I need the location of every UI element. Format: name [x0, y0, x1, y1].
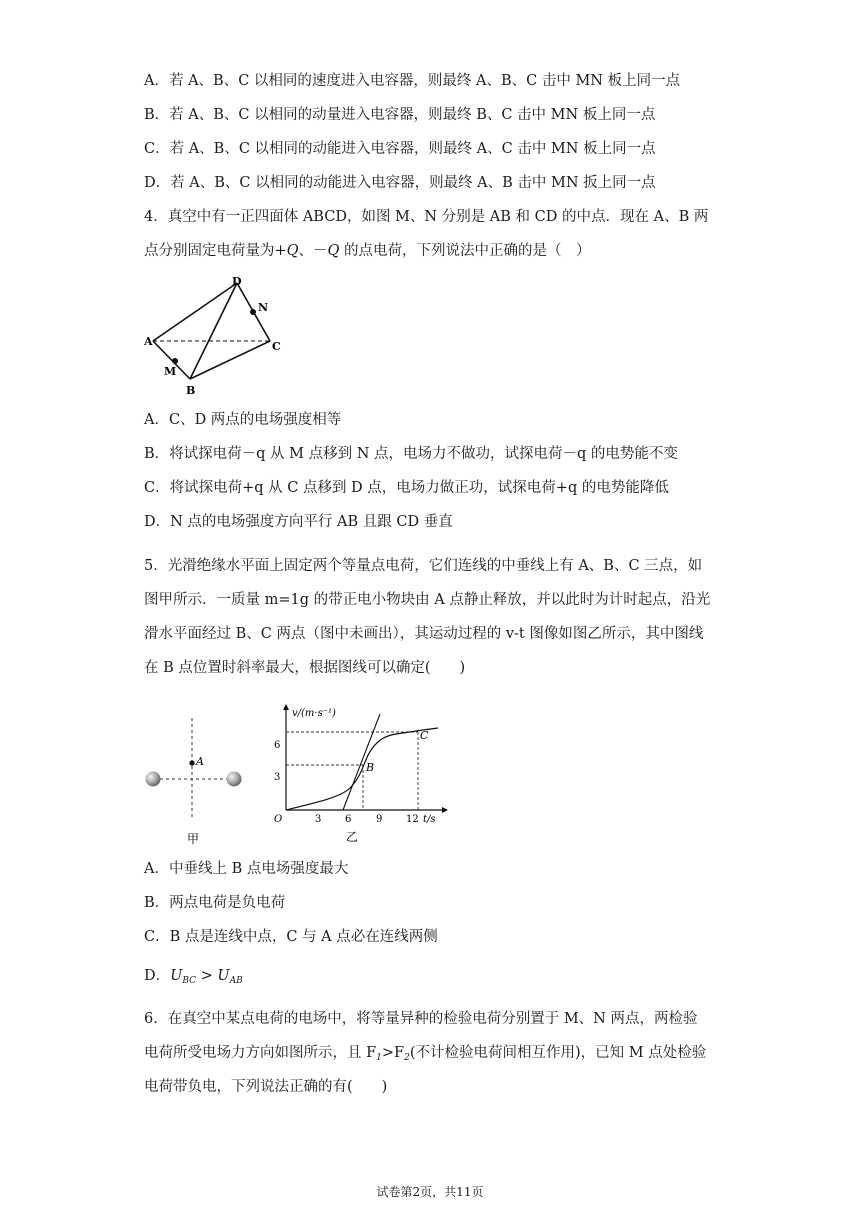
figure-yi-vt-graph	[270, 700, 450, 848]
label-a: A	[196, 755, 204, 768]
edge-ad	[153, 283, 237, 341]
label-b: B	[186, 384, 196, 397]
label-m: M	[164, 365, 177, 378]
page-footer: 试卷第2页，共11页	[376, 1185, 484, 1199]
x-tick-3: 3	[315, 814, 322, 825]
q6-stem-line1: 6．在真空中某点电荷的电场中，将等量异种的检验电荷分别置于 M、N 两点，两检验	[144, 1011, 698, 1027]
x-tick-6: 6	[345, 814, 352, 825]
q5-stem-line3: 滑水平面经过 B、C 两点（图中未画出），其运动过程的 v-t 图像如图乙所示，其中图线	[144, 626, 704, 642]
q5-option-d: D．$U_{BC} > U_{AB}$	[144, 968, 243, 986]
q5-stem-line4: 在 B 点位置时斜率最大，根据图线可以确定( )	[144, 660, 466, 676]
q3-option-b: B．若 A、B、C 以相同的动量进入电容器，则最终 B、C 击中 MN 板上同一点	[144, 107, 656, 123]
label-d: D	[232, 275, 242, 288]
q5-stem-line2: 图甲所示．一质量 m=1g 的带正电小物块由 A 点静止释放，并以此时为计时起点，沿光	[144, 592, 711, 608]
edge-bd	[190, 283, 237, 379]
left-charge-ball	[146, 772, 161, 787]
label-a: A	[144, 335, 153, 348]
tetrahedron-figure	[144, 275, 284, 399]
figure-jia	[144, 718, 254, 848]
x-axis-arrow	[442, 807, 448, 813]
point-m	[172, 358, 178, 364]
q6-stem-line2: 电荷所受电场力方向如图所示，且 $F_1>F_2$(不计检验电荷间相互作用)，已知 M 点处检验	[144, 1045, 707, 1063]
q5-option-c: C．B 点是连线中点，C 与 A 点必在连线两侧	[144, 929, 438, 945]
caption-jia: 甲	[187, 832, 200, 846]
q5-option-b: B．两点电荷是负电荷	[144, 895, 286, 911]
q3-option-a: A．若 A、B、C 以相同的速度进入电容器，则最终 A、B、C 击中 MN 板上同一点	[144, 73, 681, 89]
q4-stem-line1: 4．真空中有一正四面体 ABCD，如图 M、N 分别是 AB 和 CD 的中点．现在 A、B 两	[144, 209, 709, 225]
point-a	[189, 760, 194, 765]
q5-stem-line1: 5．光滑绝缘水平面上固定两个等量点电荷，它们连线的中垂线上有 A、B、C 三点，如	[144, 558, 703, 574]
q4-option-d: D．N 点的电场强度方向平行 AB 且跟 CD 垂直	[144, 514, 453, 530]
q4-option-b: B．将试探电荷－q 从 M 点移到 N 点，电场力不做功，试探电荷－q 的电势能不变	[144, 446, 678, 462]
q4-option-a: A．C、D 两点的电场强度相等	[144, 412, 342, 428]
edge-bc	[190, 341, 270, 379]
q6-stem-line3: 电荷带负电，下列说法正确的有( )	[144, 1079, 388, 1095]
label-point-c: C	[420, 729, 429, 742]
y-axis-label: v/(m·s⁻¹)	[292, 708, 336, 719]
label-n: N	[258, 301, 269, 314]
tangent-line-at-b	[343, 714, 380, 810]
label-point-b: B	[366, 761, 375, 774]
y-axis-arrow	[283, 704, 289, 710]
q4-option-c: C．将试探电荷+q 从 C 点移到 D 点，电场力做正功，试探电荷+q 的电势能降低	[144, 480, 669, 496]
point-n	[250, 309, 256, 315]
x-tick-9: 9	[376, 814, 383, 825]
x-axis-label: t/s	[423, 814, 436, 825]
caption-yi: 乙	[346, 830, 359, 844]
right-charge-ball	[227, 772, 242, 787]
y-tick-6: 6	[274, 740, 281, 751]
x-tick-12: 12	[406, 814, 419, 825]
q3-option-c: C．若 A、B、C 以相同的动能进入电容器，则最终 A、C 击中 MN 板上同一点	[144, 141, 656, 157]
origin-label: O	[274, 814, 283, 825]
label-c: C	[272, 340, 281, 353]
y-tick-3: 3	[274, 772, 281, 783]
q5-option-a: A．中垂线上 B 点电场强度最大	[144, 861, 349, 877]
v-t-curve	[286, 728, 438, 810]
q3-option-d: D．若 A、B、C 以相同的动能进入电容器，则最终 A、B 击中 MN 扳上同一点	[144, 175, 656, 191]
q4-stem-line2: 点分别固定电荷量为+Q、－Q 的点电荷，下列说法中正确的是（ ）	[144, 243, 591, 259]
